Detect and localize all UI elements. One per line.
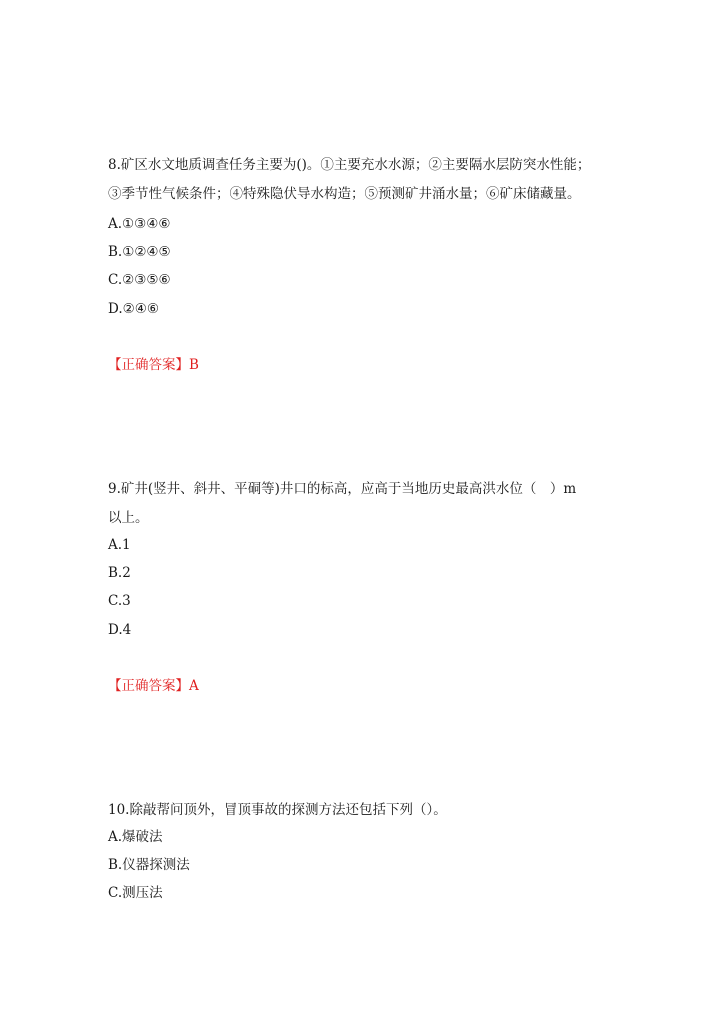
question-9-stem-line-2: 以上。	[108, 510, 149, 526]
answer-value: A	[189, 678, 199, 694]
question-10-option-c: C.测压法	[108, 885, 163, 901]
question-8-answer	[108, 355, 199, 375]
answer-label: 【正确答案】	[108, 357, 189, 373]
question-9-option-a: A.1	[108, 537, 131, 553]
question-8-option-c: C.②③⑤⑥	[108, 272, 171, 288]
question-8-stem-line-1: 8.矿区水文地质调查任务主要为()。①主要充水水源；②主要隔水层防突水性能；	[108, 157, 591, 173]
question-9-stem-line-1: 9.矿井(竖井、斜井、平硐等)井口的标高，应高于当地历史最高洪水位（ ）m	[108, 481, 577, 497]
answer-value: B	[189, 357, 199, 373]
question-9-answer	[108, 676, 199, 696]
question-9-option-c: C.3	[108, 593, 131, 609]
question-10-option-b: B.仪器探测法	[108, 857, 190, 873]
question-9-option-d: D.4	[108, 622, 132, 638]
question-8-stem-line-2: ③季节性气候条件；④特殊隐伏导水构造；⑤预测矿井涌水量；⑥矿床储藏量。	[108, 186, 581, 202]
answer-label: 【正确答案】	[108, 678, 189, 694]
question-8-option-b: B.①②④⑤	[108, 244, 171, 260]
question-10-stem-line-1: 10.除敲帮问顶外，冒顶事故的探测方法还包括下列（）。	[108, 802, 447, 818]
question-8-option-a: A.①③④⑥	[108, 216, 171, 232]
question-10-option-a: A.爆破法	[108, 829, 163, 845]
question-9-option-b: B.2	[108, 565, 131, 581]
question-8-option-d: D.②④⑥	[108, 301, 159, 317]
